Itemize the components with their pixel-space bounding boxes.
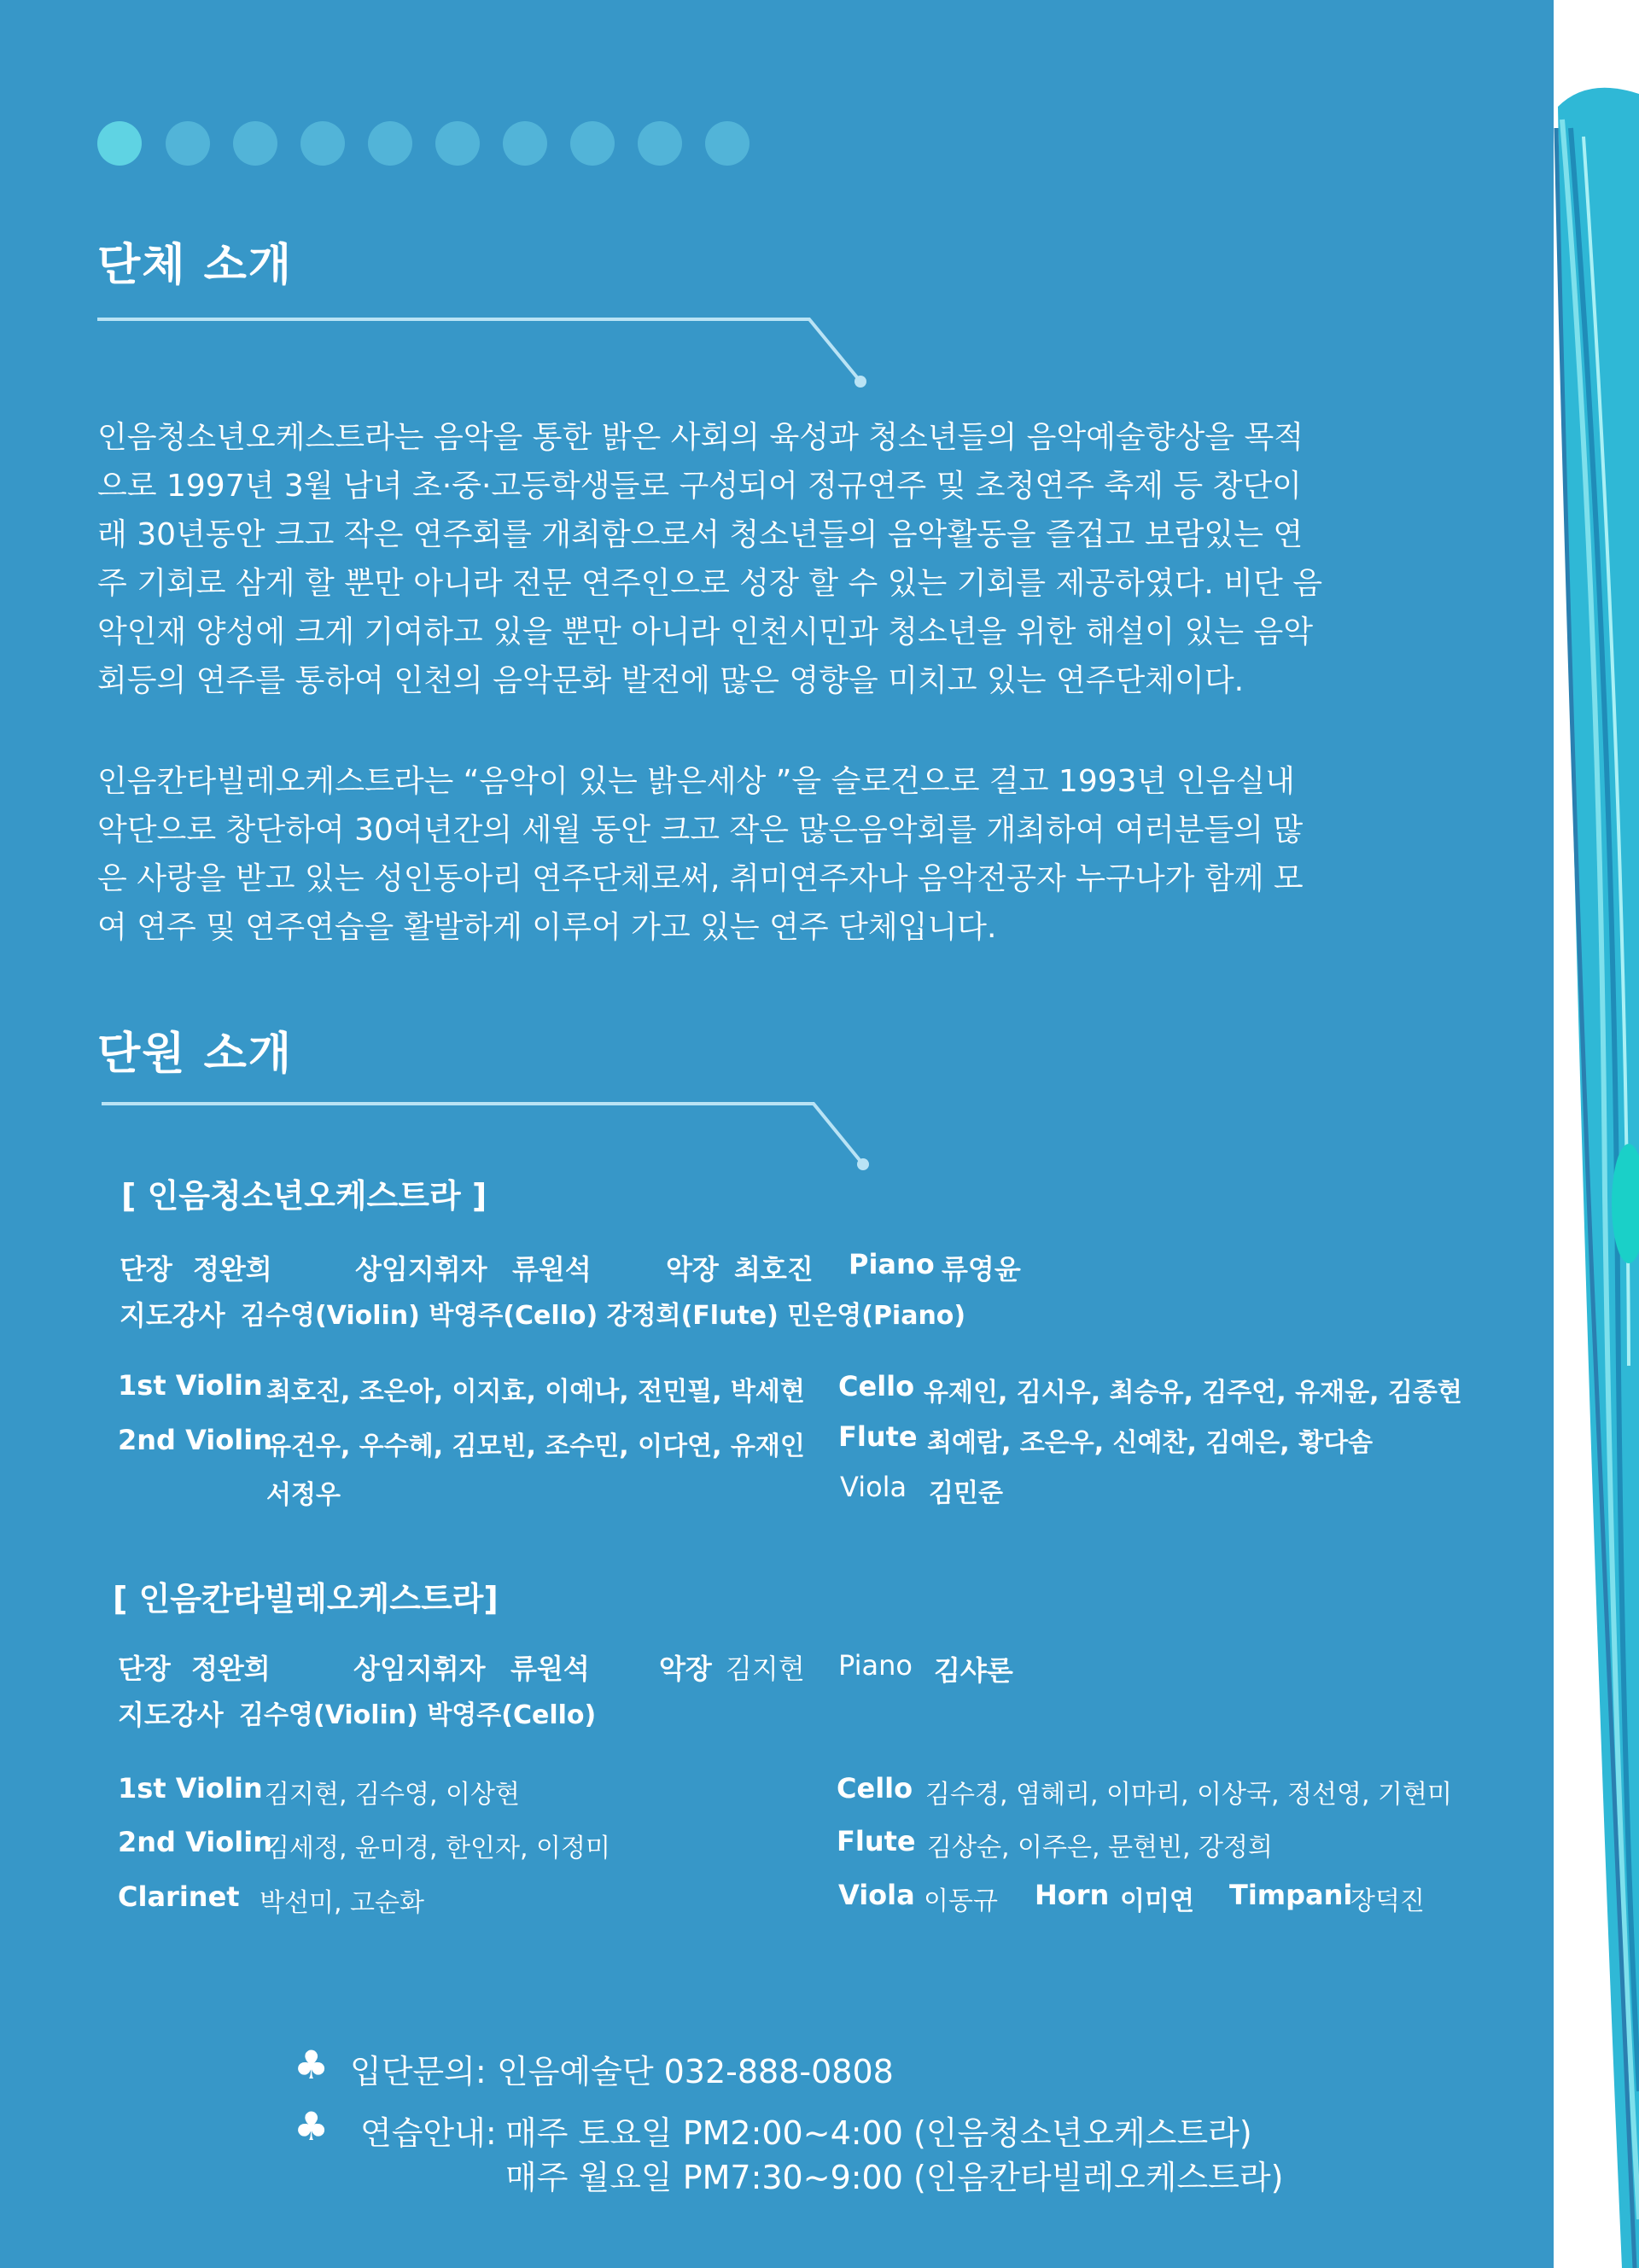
first-violin-label: 1st Violin <box>118 1369 263 1402</box>
concertmaster-label: 악장 <box>659 1653 712 1685</box>
concertmaster-label: 악장 <box>666 1253 719 1286</box>
dot-icon <box>368 121 412 166</box>
first-violin-members: 최호진, 조은아, 이지효, 이예나, 전민필, 박세현 <box>266 1377 805 1407</box>
dot-icon <box>300 121 345 166</box>
leader-label: 단장 <box>120 1253 172 1286</box>
flute-label: Flute <box>837 1825 916 1857</box>
clarinet-label: Clarinet <box>118 1880 240 1913</box>
viola-members: 이동규 <box>924 1886 998 1916</box>
leader-name: 정완희 <box>193 1253 272 1286</box>
timpani-label: Timpani <box>1229 1879 1353 1911</box>
first-violin-members: 김지현, 김수영, 이상현 <box>265 1780 520 1810</box>
piano-label: Piano <box>849 1248 935 1280</box>
paragraph-line: 주 기회로 삼게 할 뿐만 아니라 전문 연주인으로 성장 할 수 있는 기회를 제공하였다. 비단 음 <box>97 566 1323 601</box>
dot-icon <box>638 121 682 166</box>
instructors-list: 김수영(Violin) 박영주(Cello) <box>239 1700 597 1730</box>
horn-label: Horn <box>1035 1879 1110 1911</box>
dot-icon <box>233 121 277 166</box>
horn-members: 이미연 <box>1120 1886 1194 1916</box>
piano-name: 류영윤 <box>942 1253 1021 1286</box>
conductor-name: 류원석 <box>512 1253 592 1286</box>
instructors-label: 지도강사 <box>118 1699 224 1731</box>
first-violin-label: 1st Violin <box>118 1772 263 1804</box>
decorative-wave-strip <box>1554 0 1639 2268</box>
second-violin-members: 유건우, 우수혜, 김모빈, 조수민, 이다연, 유재인 <box>266 1431 805 1461</box>
leader-name: 정완희 <box>191 1653 271 1685</box>
piano-name: 김샤론 <box>934 1654 1013 1687</box>
section-title-members: 단원 소개 <box>97 1029 294 1080</box>
viola-members: 김민준 <box>929 1478 1003 1508</box>
concertmaster-name: 최호진 <box>734 1253 814 1286</box>
flute-members: 김상순, 이주은, 문현빈, 강정희 <box>927 1833 1273 1863</box>
title-underline <box>94 312 879 388</box>
instructors-label: 지도강사 <box>120 1299 225 1332</box>
instructors-list: 김수영(Violin) 박영주(Cello) 강정희(Flute) 민은영(Piano) <box>241 1301 966 1331</box>
viola-label: Viola <box>838 1879 915 1911</box>
inquiry-label: 입단문의: <box>350 2053 487 2090</box>
club-icon: ♣ <box>294 2042 330 2088</box>
clarinet-members: 박선미, 고순화 <box>260 1888 424 1918</box>
paragraph-line: 악인재 양성에 크게 기여하고 있을 뿐만 아니라 인천시민과 청소년을 위한 해설이 있는 음악 <box>97 615 1314 650</box>
paragraph-line: 인음칸타빌레오케스트라는 “음악이 있는 밝은세상 ”을 슬로건으로 걸고 1993년 인음실내 <box>97 764 1295 799</box>
practice-label: 연습안내: <box>360 2114 497 2152</box>
youth-orchestra-heading: [ 인음청소년오케스트라 ] <box>121 1177 487 1215</box>
cello-members: 김수경, 염혜리, 이마리, 이상국, 정선영, 기현미 <box>925 1780 1453 1810</box>
practice-schedule-line: 매주 월요일 PM7:30~9:00 (인음칸타빌레오케스트라) <box>505 2159 1284 2196</box>
dot-icon <box>97 121 142 166</box>
second-violin-label: 2nd Violin <box>118 1424 272 1456</box>
paragraph-line: 여 연주 및 연주연습을 활발하게 이루어 가고 있는 연주 단체입니다. <box>97 910 997 945</box>
adult-orchestra-heading: [ 인음칸타빌레오케스트라] <box>113 1580 499 1618</box>
wave-decoration-icon <box>1554 0 1639 2268</box>
organization-paragraph-1 <box>97 413 1412 705</box>
viola-label: Viola <box>840 1471 907 1503</box>
conductor-label: 상임지휘자 <box>353 1653 486 1685</box>
flute-members: 최예람, 조은우, 신예찬, 김예은, 황다솜 <box>927 1428 1374 1458</box>
paragraph-line: 악단으로 창단하여 30여년간의 세월 동안 크고 작은 많은음악회를 개최하여 여러분들의 많 <box>97 813 1304 848</box>
cello-label: Cello <box>837 1772 913 1804</box>
cello-members: 유제인, 김시우, 최승유, 김주언, 유재윤, 김종현 <box>924 1378 1462 1408</box>
flute-label: Flute <box>838 1420 918 1453</box>
dot-icon <box>503 121 547 166</box>
inquiry-value: 인음예술단 032-888-0808 <box>497 2053 894 2090</box>
conductor-label: 상임지휘자 <box>355 1253 487 1286</box>
conductor-name: 류원석 <box>510 1653 590 1685</box>
second-violin-members: 김세정, 윤미경, 한인자, 이정미 <box>265 1834 610 1863</box>
practice-schedule-line: 매주 토요일 PM2:00~4:00 (인음청소년오케스트라) <box>505 2114 1252 2152</box>
dot-icon <box>166 121 210 166</box>
second-violin-label: 2nd Violin <box>118 1826 272 1858</box>
dot-icon <box>570 121 615 166</box>
timpani-members: 장덕진 <box>1350 1886 1425 1916</box>
organization-paragraph-2 <box>97 757 1412 952</box>
paragraph-line: 은 사랑을 받고 있는 성인동아리 연주단체로써, 취미연주자나 음악전공자 누구나가 함께 모 <box>97 861 1304 896</box>
paragraph-line: 으로 1997년 3월 남녀 초·중·고등학생들로 구성되어 정규연주 및 초청연주 축제 등 창단이 <box>97 469 1302 504</box>
second-violin-members-cont: 서정우 <box>266 1480 341 1510</box>
paragraph-line: 래 30년동안 크고 작은 연주회를 개최함으로서 청소년들의 음악활동을 즐겁고 보람있는 연 <box>97 517 1304 552</box>
leader-label: 단장 <box>118 1653 171 1685</box>
piano-label: Piano <box>838 1649 913 1682</box>
dot-icon <box>435 121 480 166</box>
title-underline <box>98 1096 884 1173</box>
cello-label: Cello <box>838 1370 915 1402</box>
concertmaster-name: 김지현 <box>726 1653 805 1685</box>
section-title-organization: 단체 소개 <box>97 240 294 291</box>
club-icon: ♣ <box>294 2103 330 2149</box>
dot-icon <box>705 121 750 166</box>
paragraph-line: 인음청소년오케스트라는 음악을 통한 밝은 사회의 육성과 청소년들의 음악예술향상을 목적 <box>97 420 1304 455</box>
paragraph-line: 회등의 연주를 통하여 인천의 음악문화 발전에 많은 영향을 미치고 있는 연주단체이다. <box>97 663 1245 698</box>
